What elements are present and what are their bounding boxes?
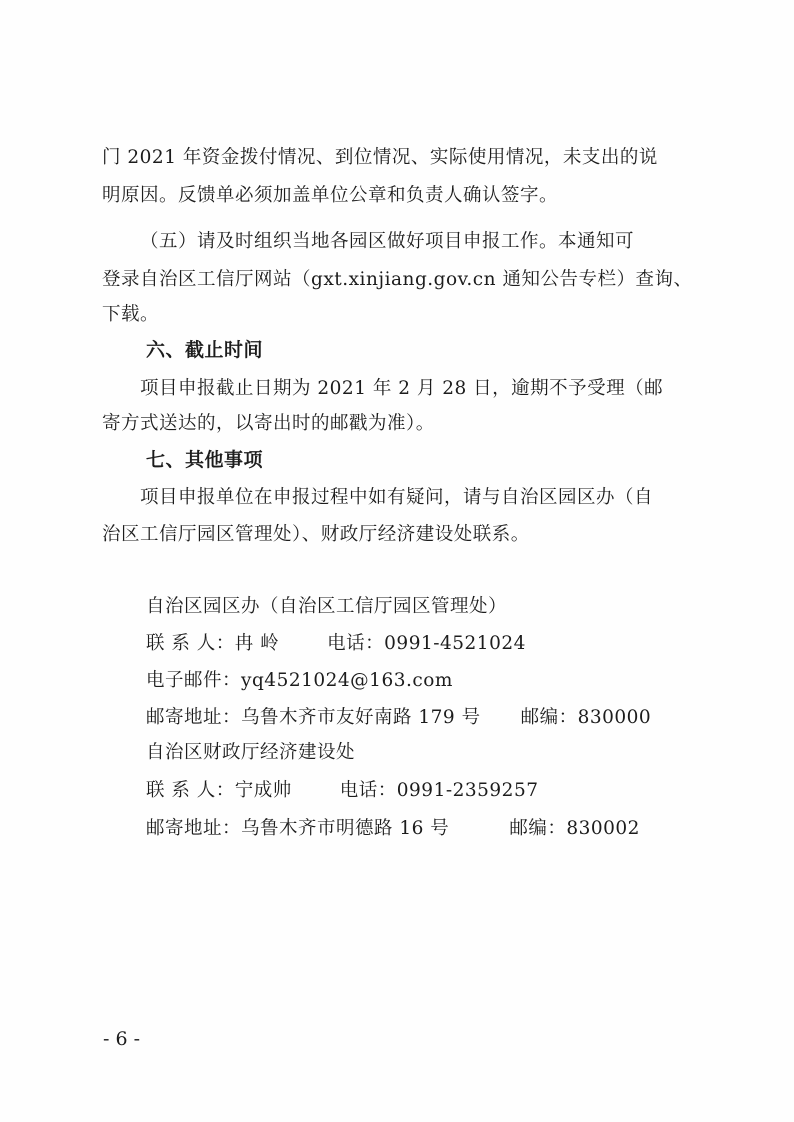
contact-address-row (146, 705, 651, 731)
contact-address: 邮寄地址：乌鲁木齐市明德路 16 号 (146, 818, 450, 839)
contact-phone: 电话：0991-2359257 (339, 780, 539, 801)
paragraph-line: 项目申报截止日期为 2021 年 2 月 28 日，逾期不予受理（邮 (140, 378, 664, 399)
paragraph-line: （五）请及时组织当地各园区做好项目申报工作。本通知可 (140, 231, 635, 252)
section-heading-other-matters: 七、其他事项 (146, 449, 264, 471)
paragraph-line: 下载。 (102, 304, 160, 325)
contact-person: 联 系 人：宁成帅 (146, 780, 292, 801)
section-heading-deadline: 六、截止时间 (146, 339, 264, 361)
paragraph-line: 门 2021 年资金拨付情况、到位情况、实际使用情况，未支出的说 (102, 147, 658, 168)
contact-address: 邮寄地址：乌鲁木齐市友好南路 179 号 (146, 707, 481, 728)
contact-org: 自治区财政厅经济建设处 (146, 742, 356, 763)
paragraph-line: 寄方式送达的，以寄出时的邮戳为准）。 (102, 413, 435, 434)
contact-postcode: 邮编：830000 (520, 707, 652, 728)
contact-phone: 电话：0991-4521024 (327, 633, 526, 654)
contact-person: 联 系 人：冉 岭 (146, 633, 280, 654)
page-number: - 6 - (103, 1028, 141, 1050)
paragraph-line: 明原因。反馈单必须加盖单位公章和负责人确认签字。 (102, 185, 559, 206)
contact-person-row (146, 631, 526, 657)
contact-email: 电子邮件：yq4521024@163.com (146, 670, 453, 691)
paragraph-line: 治区工信厅园区管理处）、财政厅经济建设处联系。 (102, 524, 530, 545)
contact-org: 自治区园区办（自治区工信厅园区管理处） (146, 596, 508, 617)
contact-postcode: 邮编：830002 (509, 818, 640, 839)
contact-person-row (146, 778, 539, 804)
paragraph-line: 项目申报单位在申报过程中如有疑问，请与自治区园区办（自 (140, 487, 654, 508)
paragraph-line: 登录自治区工信厅网站（gxt.xinjiang.gov.cn 通知公告专栏）查询、 (102, 269, 693, 290)
contact-address-row (146, 816, 640, 842)
